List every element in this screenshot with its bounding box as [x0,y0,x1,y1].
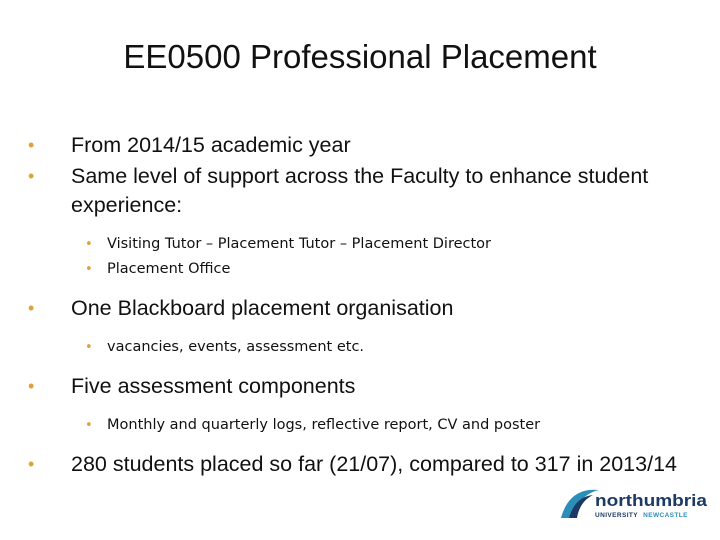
sub-bullet-text: Monthly and quarterly logs, reflective report, CV and poster [107,417,541,433]
sub-bullet-item [26,257,706,282]
bullet-icon: • [28,454,35,474]
sub-bullet-list [26,232,706,282]
sub-bullet-item [26,413,706,438]
sub-bullet-list [26,335,706,360]
bullet-item [26,131,706,160]
bullet-icon: • [85,262,93,277]
sub-bullet-text: Visiting Tutor – Placement Tutor – Placement Director [107,236,492,252]
bullet-text: Same level of support across the Faculty to enhance student experience: [71,164,649,217]
slide-title: EE0500 Professional Placement [123,38,597,75]
bullet-icon: • [85,340,93,355]
bullet-icon: • [28,376,35,396]
bullet-text: 280 students placed so far (21/07), compared to 317 in 2013/14 [71,452,677,476]
sub-bullet-text: Placement Office [107,261,231,277]
sub-bullet-item [26,232,706,257]
bullet-icon: • [28,135,35,155]
bullet-item [26,294,706,360]
logo-city-text: NEWCASTLE [643,512,688,519]
logo-wordmark: northumbria [595,491,708,510]
bullet-text: Five assessment components [71,374,356,398]
bullet-text: From 2014/15 academic year [71,133,351,157]
bullet-icon: • [85,237,93,252]
sub-bullet-text: vacancies, events, assessment etc. [107,339,365,355]
arc-logo-icon [561,490,599,518]
svg-text:UNIVERSITY NEWCASTLE [595,512,688,519]
logo-university-text: UNIVERSITY [595,512,638,519]
bullet-item [26,450,706,479]
bullet-item [26,372,706,438]
bullet-item [26,162,706,282]
bullet-text: One Blackboard placement organisation [71,296,454,320]
bullet-icon: • [28,166,35,186]
northumbria-logo [559,482,709,522]
sub-bullet-item [26,335,706,360]
sub-bullet-list [26,413,706,438]
bullet-icon: • [85,418,93,433]
bullet-icon: • [28,298,35,318]
bullet-list [26,131,706,481]
